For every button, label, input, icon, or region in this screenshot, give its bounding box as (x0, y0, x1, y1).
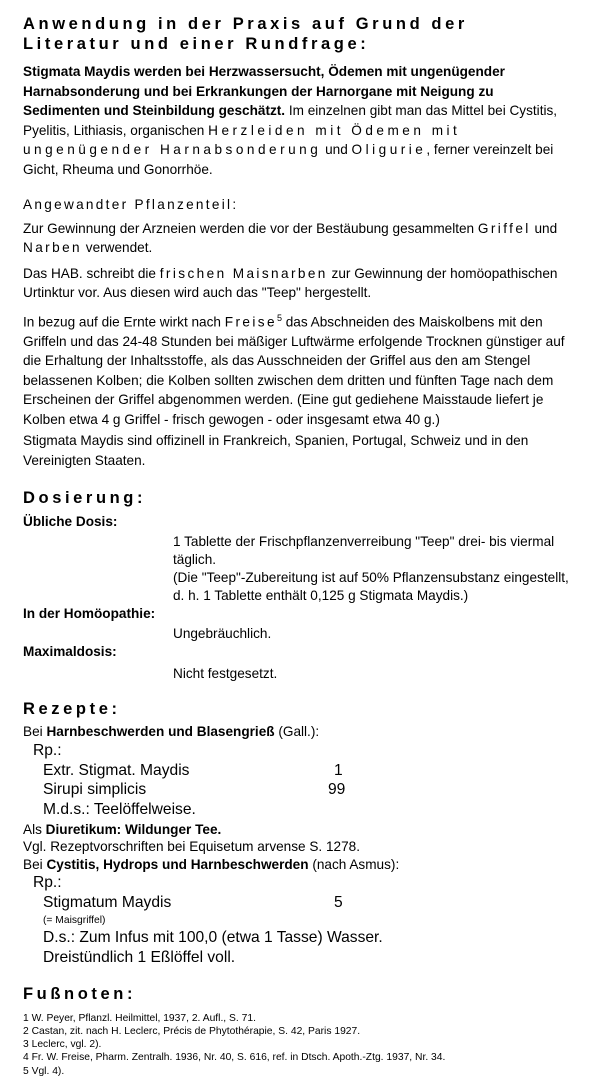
rezept-3-ds-1: D.s.: Zum Infus mit 100,0 (etwa 1 Tasse) Wasser. (43, 928, 383, 946)
p3-spaced-freise: Freise (224, 314, 277, 330)
footnote-item: 3 Leclerc, vgl. 2). (23, 1039, 102, 1051)
dosierung-block (23, 513, 571, 683)
rezept-1-item-2 (43, 780, 571, 800)
rezept-2-heading (23, 821, 571, 839)
r1-item-1-qty: 1 (334, 761, 343, 779)
rezepte-block (23, 723, 571, 968)
p1-text-c: verwendet. (82, 240, 153, 255)
rezept-2-ref: Vgl. Rezeptvorschriften bei Equisetum arvense S. 1278. (23, 839, 361, 855)
p3-text-b: das Abschneiden des Maiskolbens mit den Griffeln und das 24-48 Stunden bei mäßiger Luftwärme erfolgende Trocknen günstiger auf die Erhaltung der Inhaltsstoffe, als das Ausschneiden der Griffel aus den am Stengel belassenen Kolben; die Kolben sollten zwischen dem dritten und fünften Tage nach dem Erscheinen der Griffel abgenommen werden. (Eine gut gediehene Maisstaude liefert je Kolben etwa 4 g Griffel - frisch gewogen - oder insgesamt etwa 40 g.) (23, 314, 565, 427)
section-heading-pflanzenteil: Angewandter Pflanzenteil: (23, 197, 239, 212)
r1-bold: Harnbeschwerden und Blasengrieß (46, 724, 275, 740)
pflanzenteil-paragraph-2 (23, 264, 571, 303)
p1-spaced-griffel: Griffel (477, 220, 531, 236)
p1-spaced-narben: Narben (23, 240, 82, 255)
footnote-item: 2 Castan, zit. nach H. Leclerc, Précis de Phytothérapie, S. 42, Paris 1927. (23, 1025, 361, 1037)
section-title-rezepte: Rezepte: (23, 700, 121, 719)
rezept-3-item (43, 893, 571, 913)
section-title-anwendung: Anwendung in der Praxis auf Grund der Literatur und einer Rundfrage: (23, 15, 468, 53)
dose-text-homoopathie: Ungebräuchlich. (173, 626, 272, 642)
dose-text-maximal: Nicht festgesetzt. (173, 666, 278, 682)
dose-text-ublich-a: 1 Tablette der Frischpflanzenverreibung "Teep" drei- bis viermal täglich. (173, 534, 555, 568)
p2-spaced: frischen Maisnarben (159, 265, 328, 281)
footnote-item: 1 W. Peyer, Pflanzl. Heilmittel, 1937, 2. Aufl., S. 71. (23, 1012, 256, 1024)
r1-item-2-name: Sirupi simplicis (43, 781, 147, 799)
p2-text-a: Das HAB. schreibt die (23, 265, 160, 281)
dose-text-ublich-b: (Die "Teep"-Zubereitung ist auf 50% Pflanzensubstanz eingestellt, d. h. 1 Tablette enthält 0,125 g Stigmata Maydis.) (173, 570, 569, 604)
dose-label-maximal: Maximaldosis: (23, 644, 117, 660)
r1-item-1-name: Extr. Stigmat. Maydis (43, 761, 190, 779)
rezept-3-ds-2: Dreistündlich 1 Eßlöffel voll. (43, 948, 236, 966)
section-title-fussnoten: Fußnoten: (23, 984, 137, 1003)
r3-bold: Cystitis, Hydrops und Harnbeschwerden (46, 856, 309, 872)
rezept-1-item-1 (43, 761, 571, 781)
anwendung-text-b: und (321, 142, 352, 157)
r2-pre: Als (23, 821, 46, 837)
rezept-3-rp: Rp.: (33, 874, 62, 892)
r2-bold: Diuretikum: Wildunger Tee. (45, 821, 222, 837)
p2-text-b: zur Gewinnung der homöopathischen Urtinktur vor. Aus diesen wird auch das "Teep" hergestellt. (23, 265, 558, 300)
r1-pre: Bei (23, 724, 47, 740)
r1-post: (Gall.): (274, 724, 320, 740)
anwendung-text-a: Im einzelnen gibt man das Mittel bei Cystitis, Pyelitis, Lithiasis, organischen (23, 103, 558, 138)
p1-text-a: Zur Gewinnung der Arzneien werden die vor der Bestäubung gesammelten (23, 220, 478, 236)
p1-text-b: und (530, 220, 558, 236)
rezept-3-note: (= Maisgriffel) (43, 914, 106, 926)
anwendung-bold-text: Stigmata Maydis werden bei Herzwassersucht, Ödemen mit ungenügender Harnabsonderung und bei Erkrankungen der Harnorgane mit Neigung zu Sedimenten und Steinbildung geschätzt. (23, 64, 505, 118)
rezept-1-rp: Rp.: (33, 741, 62, 759)
anwendung-text-c: , ferner vereinzelt bei Gicht, Rheuma und Gonorrhöe. (23, 142, 554, 177)
footnotes-list (23, 1012, 571, 1078)
r3-item-qty: 5 (334, 894, 343, 912)
p3-text-a: In bezug auf die Ernte wirkt nach (23, 314, 225, 330)
pflanzenteil-paragraph-1 (23, 219, 571, 258)
footnote-item: 4 Fr. W. Freise, Pharm. Zentralh. 1936, Nr. 40, S. 616, ref. in Dtsch. Apoth.-Ztg. 1937, Nr. 34. (23, 1052, 446, 1064)
pflanzenteil-paragraph-4: Stigmata Maydis sind offizinell in Frankreich, Spanien, Portugal, Schweiz und in den Vereinigten Staaten. (23, 433, 529, 468)
dose-label-ublich: Übliche Dosis: (23, 514, 118, 530)
r3-post: (nach Asmus): (308, 856, 400, 872)
r3-pre: Bei (23, 856, 47, 872)
footnote-item: 5 Vgl. 4). (23, 1065, 65, 1077)
dose-label-homoopathie: In der Homöopathie: (23, 606, 156, 622)
anwendung-paragraph (23, 62, 571, 179)
section-title-dosierung: Dosierung: (23, 489, 147, 508)
rezept-3-heading (23, 856, 571, 874)
anwendung-spaced-b: Oligurie (351, 142, 427, 157)
anwendung-spaced-a: Herzleiden mit Ödemen mit ungenügender Harnabsonderung (23, 122, 461, 157)
r1-item-2-qty: 99 (328, 781, 346, 799)
r3-item-name: Stigmatum Maydis (43, 894, 172, 912)
rezept-1-mds: M.d.s.: Teelöffelweise. (43, 800, 196, 818)
document-page (23, 14, 571, 1078)
footnote-ref-5: 5 (276, 312, 282, 323)
rezept-1-heading (23, 723, 571, 741)
pflanzenteil-paragraph-3 (23, 309, 571, 430)
